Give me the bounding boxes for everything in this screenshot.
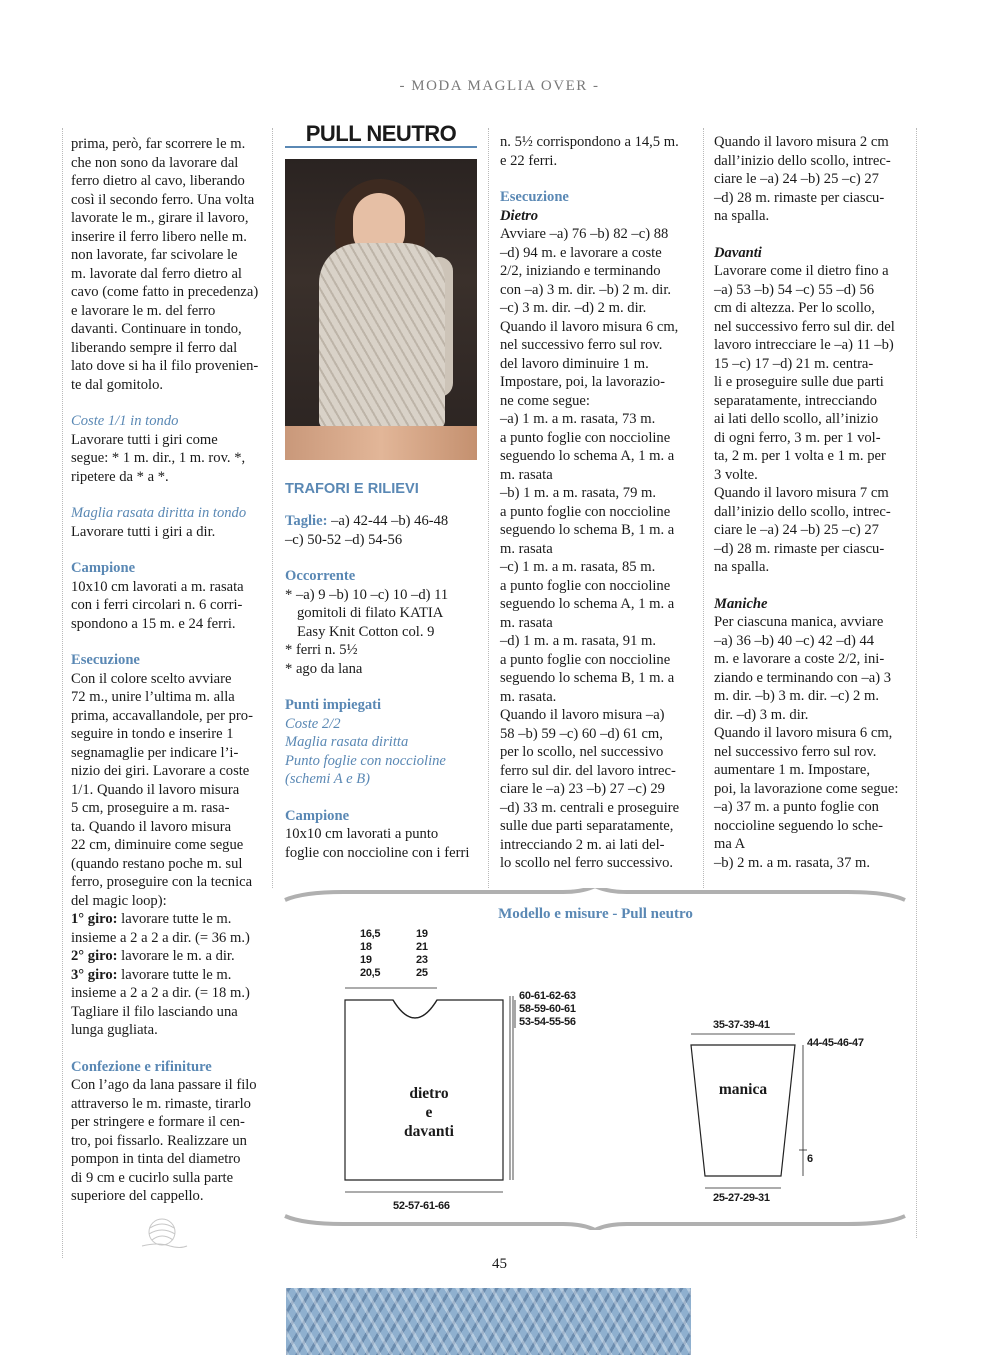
text-line: così il secondo ferro. Una volta	[71, 191, 255, 208]
column-divider	[488, 128, 489, 888]
measure-sleeve-bottom: 25-27-29-31	[713, 1192, 770, 1204]
text-line: pompon in tinta del diametro	[71, 1151, 241, 1167]
text-line	[71, 947, 263, 966]
measure-sleeve-cuff: 6	[807, 1153, 813, 1165]
text-line: li e proseguire sulle due parti	[714, 374, 884, 390]
text-line: nizio dei giri. Lavorare a coste	[71, 763, 250, 779]
pattern-title: PULL NEUTRO	[285, 125, 477, 148]
text-line: ta. Quando il lavoro misura	[71, 818, 232, 835]
line-rest: –a) 42-44 –b) 46-48	[327, 513, 449, 529]
text-line: prima, accavallandole, per pro-	[71, 707, 253, 724]
measure-sleeve-height: 44-45-46-47	[807, 1037, 864, 1049]
text-line: * ferri n. 5½	[285, 642, 358, 658]
body-label: dietro e davanti	[404, 1085, 454, 1140]
text-line: seguendo lo schema A, 1 m. a	[500, 448, 675, 464]
text-line: m. e lavorare a coste 2/2, ini-	[714, 651, 885, 667]
text-line: ferro dietro al cavo, liberando	[71, 173, 245, 189]
text-line: Quando il lavoro misura 2 cm	[714, 134, 889, 150]
text-line: superiore del cappello.	[71, 1188, 204, 1204]
text-line: di 9 cm e cucirlo sulla parte	[71, 1169, 234, 1186]
sleeve-label: manica	[718, 1081, 768, 1098]
text-line: Quando il lavoro misura 6 cm,	[500, 318, 679, 335]
text-line: 10x10 cm lavorati a punto	[285, 826, 439, 842]
text-line: prima, però, far scorrere le m.	[71, 136, 246, 152]
measure-heights: 60-61-62-63 58-59-60-61 53-54-55-56	[519, 990, 576, 1028]
text-line: gomitoli di filato KATIA	[297, 605, 444, 621]
text-line: 22 cm, diminuire come segue	[71, 837, 244, 853]
text-line: segnamaglie per indicare l’i-	[71, 744, 239, 761]
column-divider	[272, 128, 273, 888]
section-heading: Confezione e rifiniture	[71, 1058, 212, 1075]
text-line: lo scollo nel ferro successivo.	[500, 855, 674, 871]
stitch-name: Punto foglie con noccioline	[285, 752, 446, 769]
text-line: per lo scollo, nel successivo	[500, 744, 664, 760]
text-line: ferro, proseguire con la tecnica	[71, 874, 253, 890]
text-line: davanti. Continuare in tondo,	[71, 321, 242, 337]
section-heading: Campione	[285, 807, 350, 824]
text-line: –d) 28 m. rimaste per ciascu-	[714, 540, 885, 557]
text-line: cm di altezza. Per lo scollo,	[714, 300, 875, 316]
text-line: che non sono da lavorare dal	[71, 154, 239, 171]
text-line: ma A	[714, 836, 746, 852]
section-heading: Campione	[71, 560, 136, 576]
text-line: lavoro intrecciare le –a) 11 –b)	[714, 337, 894, 353]
text-line: e lavorare le m. del ferro	[71, 302, 216, 319]
text-line: (quando restano poche m. sul	[71, 855, 243, 872]
text-line: * –a) 9 –b) 10 –c) 10 –d) 11	[285, 586, 449, 603]
text-line: del magic loop):	[71, 892, 167, 909]
text-line: intrecciando 2 m. ai lati del-	[500, 836, 665, 853]
measure-neck: 19 21 23 25	[416, 928, 428, 979]
text-line: seguendo lo schema B, 1 m. a	[500, 522, 675, 538]
text-line: Con l’ago da lana passare il filo	[71, 1077, 257, 1093]
yarn-ball-icon	[140, 1216, 188, 1250]
stitch-name: Maglia rasata diritta in tondo	[71, 505, 247, 521]
text-line	[285, 512, 477, 531]
text-line: 10x10 cm lavorati a m. rasata	[71, 578, 244, 595]
text-line: Quando il lavoro misura 6 cm,	[714, 725, 893, 741]
text-line: ciare le –a) 23 –b) 27 –c) 29	[500, 781, 665, 797]
text-line: non lavorate, far scivolare le	[71, 247, 238, 263]
text-line: seguendo lo schema A, 1 m. a	[500, 596, 675, 612]
text-line: 2/2, iniziando e terminando	[500, 263, 661, 279]
text-line: m. dir. –b) 3 m. dir. –c) 2 m.	[714, 688, 879, 704]
text-line: aumentare 1 m. Impostare,	[714, 762, 871, 778]
text-line: Per ciascuna manica, avviare	[714, 614, 884, 630]
schematic-diagram	[283, 888, 908, 1230]
line-lead: 1° giro:	[71, 911, 118, 927]
text-line: cavo (come fatto in precedenza)	[71, 284, 259, 300]
text-line: dall’inizio dello scollo, intrec-	[714, 152, 891, 169]
text-line: di ogni ferro, 3 m. per 1 vol-	[714, 429, 881, 446]
text-line: lunga gugliata.	[71, 1022, 158, 1038]
text-line: a punto foglie con noccioline	[500, 429, 671, 446]
text-line: –c) 3 m. dir. –d) 2 m. dir.	[500, 300, 647, 316]
text-line: seguire in tondo e inserire 1	[71, 726, 234, 742]
text-line: ne come segue:	[500, 392, 590, 409]
text-line: ripetere da * a *.	[71, 468, 169, 485]
section-heading: Occorrente	[285, 568, 356, 584]
text-line: nel successivo ferro sul dir. del	[714, 318, 895, 335]
text-line: Quando il lavoro misura 7 cm	[714, 485, 889, 501]
text-line: –a) 1 m. a m. rasata, 73 m.	[500, 411, 656, 427]
text-line: Lavorare come il dietro fino a	[714, 263, 889, 279]
text-line: ciare le –a) 24 –b) 25 –c) 27	[714, 522, 879, 538]
section-heading: Esecuzione	[500, 189, 569, 205]
stitch-name: Coste 2/2	[285, 715, 341, 732]
text-line: Tagliare il filo lasciando una	[71, 1003, 238, 1020]
text-line: per stringere e formare il cen-	[71, 1114, 245, 1130]
text-line: nel successivo ferro sul rov.	[714, 743, 877, 760]
text-line: a punto foglie con noccioline	[500, 651, 671, 668]
text-line: 58 –b) 59 –c) 60 –d) 61 cm,	[500, 725, 663, 742]
text-line: 72 m., unire l’ultima m. alla	[71, 689, 235, 705]
text-line: –d) 28 m. rimaste per ciascu-	[714, 189, 885, 206]
text-line: ziando e terminando con –a) 3	[714, 669, 892, 686]
stitch-name: Coste 1/1 in tondo	[71, 413, 179, 429]
text-line: m. rasata	[500, 614, 553, 631]
text-line: –a) 37 m. a punto foglie con	[714, 799, 879, 815]
part-heading: Maniche	[714, 595, 768, 612]
stitch-name: Maglia rasata diritta	[285, 734, 409, 750]
column-divider	[62, 128, 63, 1258]
text-line	[71, 910, 263, 929]
text-line: foglie con noccioline con i ferri	[285, 844, 470, 861]
text-line: tro, poi fissarlo. Realizzare un	[71, 1132, 247, 1149]
section-heading: Esecuzione	[71, 652, 140, 668]
text-line	[71, 966, 263, 985]
text-line: spondono a 15 m. e 24 ferri.	[71, 615, 236, 632]
text-line: con –a) 3 m. dir. –b) 2 m. dir.	[500, 281, 672, 298]
text-line: Easy Knit Cotton col. 9	[297, 623, 435, 640]
text-line: –d) 94 m. e lavorare a coste	[500, 244, 662, 261]
text-line: dall’inizio dello scollo, intrec-	[714, 503, 891, 520]
line-lead: Taglie:	[285, 513, 328, 529]
text-line: ciare le –a) 24 –b) 25 –c) 27	[714, 171, 879, 187]
text-line: poi, la lavorazione come segue:	[714, 780, 899, 797]
knit-texture-strip	[286, 1288, 691, 1355]
text-line: noccioline seguendo lo sche-	[714, 817, 883, 834]
text-line: Lavorare tutti i giri a dir.	[71, 523, 216, 540]
measure-sleeve-top: 35-37-39-41	[713, 1019, 770, 1031]
text-line: a punto foglie con noccioline	[500, 577, 671, 594]
text-line: sulle due parti separatamente,	[500, 818, 674, 834]
text-line: m. rasata.	[500, 688, 557, 705]
line-rest: lavorare le m. a dir.	[117, 948, 235, 964]
text-line: Impostare, poi, la lavorazio-	[500, 374, 665, 390]
text-line: n. 5½ corrispondono a 14,5 m.	[500, 134, 679, 150]
part-heading: Davanti	[714, 244, 762, 261]
text-line: inserire il ferro libero nelle m.	[71, 228, 247, 245]
page-number: 45	[492, 1256, 507, 1272]
text-line: –d) 1 m. a m. rasata, 91 m.	[500, 633, 657, 649]
text-line: ta, 2 m. per 1 volta e 1 m. per	[714, 448, 886, 464]
text-line: e 22 ferri.	[500, 152, 558, 169]
running-header: - MODA MAGLIA OVER -	[399, 78, 600, 94]
text-line: 15 –c) 17 –d) 21 m. centra-	[714, 355, 874, 372]
text-line: 3 volte.	[714, 466, 758, 483]
text-line: 1/1. Quando il lavoro misura	[71, 781, 240, 798]
text-line: –b) 2 m. a m. rasata, 37 m.	[714, 854, 871, 871]
text-line: liberando sempre il ferro dal	[71, 339, 238, 356]
text-line: seguendo lo schema B, 1 m. a	[500, 670, 675, 686]
text-line: attraverso le m. rimaste, tirarlo	[71, 1095, 251, 1112]
text-line: –c) 1 m. a m. rasata, 85 m.	[500, 559, 656, 575]
text-column-4	[714, 133, 906, 872]
pattern-subtitle: TRAFORI E RILIEVI	[285, 480, 419, 497]
text-line: na spalla.	[714, 559, 770, 575]
text-line: –a) 36 –b) 40 –c) 42 –d) 44	[714, 632, 875, 649]
text-line: m. rasata	[500, 540, 553, 557]
text-line: Quando il lavoro misura –a)	[500, 707, 665, 723]
column-divider	[703, 128, 704, 888]
text-column-3	[500, 133, 692, 873]
measure-shoulder: 16,5 18 19 20,5	[360, 928, 381, 979]
text-line: nel successivo ferro sul rov.	[500, 337, 663, 353]
line-rest: lavorare tutte le m.	[117, 966, 232, 983]
text-line: segue: * 1 m. dir., 1 m. rov. *,	[71, 450, 246, 466]
text-line: Lavorare tutti i giri come	[71, 431, 218, 448]
part-heading: Dietro	[500, 207, 539, 224]
text-line: lavorate le m., girare il lavoro,	[71, 210, 249, 226]
text-line: insieme a 2 a 2 a dir. (= 36 m.)	[71, 929, 250, 946]
text-line: m. lavorate dal ferro dietro al	[71, 265, 242, 282]
text-line: ai lati dello scollo, all’inizio	[714, 411, 879, 427]
text-line: te dal gomitolo.	[71, 376, 164, 393]
line-lead: 2° giro:	[71, 948, 118, 964]
text-line: na spalla.	[714, 208, 770, 224]
text-line: –a) 53 –b) 54 –c) 55 –d) 56	[714, 281, 875, 298]
text-column-1	[71, 135, 263, 1206]
text-line: lato dove si ha il filo provenien-	[71, 358, 259, 374]
text-line: * ago da lana	[285, 660, 363, 677]
column-divider	[916, 128, 917, 1238]
text-line: del lavoro diminuire 1 m.	[500, 355, 649, 372]
model-photo	[285, 159, 477, 460]
line-lead: 3° giro:	[71, 966, 118, 983]
stitch-name: (schemi A e B)	[285, 771, 370, 787]
text-line: a punto foglie con noccioline	[500, 503, 671, 520]
text-line: –c) 50-52 –d) 54-56	[285, 531, 403, 548]
text-line: separatamente, intrecciando	[714, 392, 877, 409]
text-line: insieme a 2 a 2 a dir. (= 18 m.)	[71, 985, 250, 1001]
section-heading: Punti impiegati	[285, 697, 382, 713]
text-line: 5 cm, proseguire a m. rasa-	[71, 800, 230, 816]
text-line: –b) 1 m. a m. rasata, 79 m.	[500, 485, 657, 501]
text-line: con i ferri circolari n. 6 corri-	[71, 597, 243, 613]
text-line: –d) 33 m. centrali e proseguire	[500, 799, 680, 816]
text-line: Con il colore scelto avviare	[71, 670, 232, 687]
text-line: ferro sul dir. del lavoro intrec-	[500, 762, 676, 779]
diagram-title: Modello e misure - Pull neutro	[498, 906, 693, 922]
text-line: Avviare –a) 76 –b) 82 –c) 88	[500, 226, 669, 242]
text-line: dir. –d) 3 m. dir.	[714, 706, 809, 723]
text-column-2	[285, 121, 477, 862]
measure-body-width: 52-57-61-66	[393, 1200, 450, 1212]
text-line: m. rasata	[500, 466, 553, 483]
line-rest: lavorare tutte le m.	[117, 911, 232, 927]
